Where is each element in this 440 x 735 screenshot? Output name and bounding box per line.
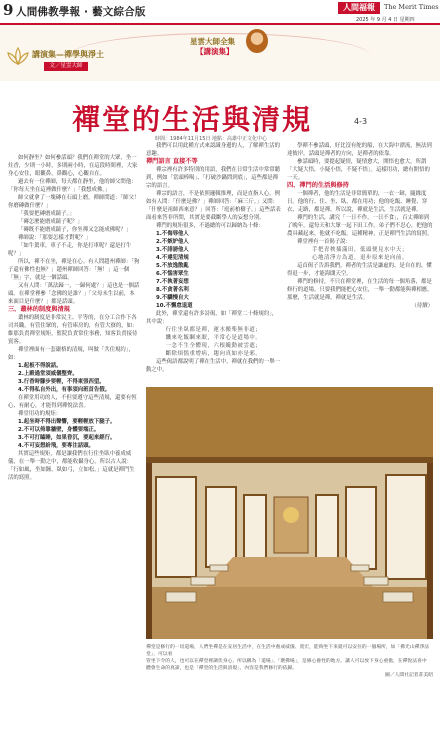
article-paragraph: 5.不放逸散亂 xyxy=(156,263,189,269)
article-paragraph: 「磚既不能磨成鏡子，你坐禪又怎能成佛呢？」 xyxy=(18,227,132,233)
text-column-3 xyxy=(287,142,433,384)
article-paragraph: 一念不生全體現，六根纔動被雲遮； xyxy=(165,343,262,349)
article-paragraph: 所以，禪不在坐，禪是在心。有人問趙州禪師：「狗子還有佛性也無？」趙州禪師回答：「無！」這一個「無」字，就是一個話頭。 xyxy=(8,259,140,281)
issue-date: 2025 年 9 月 4 日 星期四 xyxy=(356,17,415,23)
article-paragraph: 此外，禪堂還有許多詩偈，如「禪堂二十條規約」，其中說： xyxy=(146,311,278,325)
article-paragraph: 2.不可以倚靠牆壁，身體要端正。 xyxy=(18,427,100,433)
article-paragraph: 禪師說：「那要怎樣才對呢？」 xyxy=(18,235,91,241)
section-title: 人間佛教學報 · 藝文綜合版 xyxy=(16,6,146,18)
article-paragraph: 2.上殿過堂須威儀整齊。 xyxy=(18,371,78,377)
article-paragraph: 師父就拿了一塊磚在石頭上磨，禪師問道：「師父！你磨磚做什麼？」 xyxy=(8,195,140,209)
article-paragraph: 禪堂裡面有一套嚴格的清規，叫做「共住規約」，如： xyxy=(8,347,134,361)
collection-subtitle: 【講演集】 xyxy=(196,47,234,56)
article-paragraph: 「磚怎麼能磨成鏡子呢？」 xyxy=(18,219,83,225)
article-paragraph: 在禪堂用功的人，不但要遵守這些清規，還要有恆心、有耐心，才能得到禪悅法喜。 xyxy=(8,395,137,409)
article-paragraph: 一個禪者，他的生活是非常簡單的，一衣一缽，隨緣度日。他的行、住、坐、臥，都在用功；他的吃飯、睡覺、穿衣、走路，都是禪。所以說，禪就是生活，生活就是禪。 xyxy=(287,191,428,213)
newspaper-logo: 人間福報 xyxy=(338,2,380,14)
article-paragraph: 心地清淨方為道，退步原來是向前。 xyxy=(312,255,408,261)
section-heading: 三、叢林的制度與清規 xyxy=(8,306,70,313)
article-paragraph: 這首偈子告訴我們，禪者的生活是謙虛的、是自在的，懂得退一步，才能海闊天空。 xyxy=(287,263,432,277)
article-paragraph: 其實這些規矩，都是讓我們在行住坐臥中養成威儀，在一舉一動之中，都能收攝身心。所以古人說：「行如風，坐如鐘，臥如弓，立如松。」這就是禪門生活的寫照。 xyxy=(8,451,135,481)
section-heading: 四、禪門的生活與修持 xyxy=(287,182,349,189)
article-paragraph: 禪門的規矩很多，不過總的可以歸納為十條： xyxy=(156,223,264,229)
article-paragraph: 又有人問：「萬法歸一，一歸何處？」這也是一個話頭。在禪堂裡參「念佛的是誰？」「父母未生以前，本來面目是什麼？」都是話頭。 xyxy=(8,283,140,305)
article-paragraph: 行住坐臥都是禪，運水搬柴無非道； xyxy=(165,327,262,333)
article-paragraph: 禪門的生活，講究「一日不作，一日不食」，百丈禪師到了晚年，還每天和大眾一起下田工作。弟子們不忍心，把他的農具藏起來，他就不吃飯。這種精神，正是禪門生活的寫照。 xyxy=(287,215,433,237)
meditation-hall-photo xyxy=(146,387,433,639)
page-header xyxy=(0,0,440,22)
article-paragraph: 8.不貪著名利 xyxy=(156,287,189,293)
article-meta: 時間：1984年11月15日 地點：高雄中正文化中心 xyxy=(155,136,268,142)
article-paragraph: 禪堂用功的規矩： xyxy=(18,411,62,417)
article-paragraph: 「我要把磚磨成鏡子。」 xyxy=(18,211,75,217)
article-paragraph: 7.不執著妄想 xyxy=(156,279,189,285)
article-paragraph: 4.不違犯清規 xyxy=(156,255,189,261)
section-heading: 禪門語言 直接不等 xyxy=(146,158,198,165)
article-paragraph: 如何靜坐？如何參話頭？我們在禪堂的大眾，坐一炷香，少則一小時，多則兩小時，在這段時間裡，大家身心安住，眼觀鼻，鼻觀心，心觀自在。 xyxy=(8,155,138,177)
caption-line: 管坐下令的人，也可以在禪堂裡調伏身心，所以稱為「道場」、「選佛場」，是修心養性的地方，讓人可以放下身心重擔，在禪悅法喜中 xyxy=(146,659,427,664)
caption-line: 體會生命的真諦，也是「禪堂的生活與清規」，內容是我們修行的依歸。 xyxy=(146,666,298,671)
article-paragraph: 1.不侮辱他人 xyxy=(156,231,189,237)
lotus-icon xyxy=(6,46,30,68)
article-paragraph: 參話頭時，要提起疑情，疑情愈大，開悟也愈大。所謂「大疑大悟，小疑小悟，不疑不悟」。這樣用功，總有開悟的一天。 xyxy=(287,159,430,181)
article-paragraph: 1.起板不得說話。 xyxy=(18,363,62,369)
article-paragraph: 學禪不參話頭，好比沒有舵的船，在大海中漂流，無法到達彼岸。話頭是禪者的方向，是禪者的依靠。 xyxy=(287,143,432,157)
photo-caption xyxy=(146,644,433,679)
article-paragraph: 禪堂裡有一首偈子說： xyxy=(297,239,351,245)
article-paragraph: 「如牛駕車，車子不走，你是打車呢？還是打牛呢？」 xyxy=(8,243,132,257)
article-paragraph: 這些偈語都說明了禪在生活中，禪就在我們的一舉一動之中。 xyxy=(146,359,280,373)
article-paragraph: 禪門的修持，不只在禪堂裡，在生活的每一個角落，都是修行的道場。只要我們能把心安住，一舉一動都能與禪相應，那麼，生活就是禪，禪就是生活。 xyxy=(287,279,433,301)
article-paragraph: 過去有一位禪師，每天都在靜坐，他的師父問他：「你每天坐在這裡做什麼？」「我想成佛。」 xyxy=(8,179,137,193)
article-paragraph: 3.行香時腳步要輕，不得東張西望。 xyxy=(18,379,105,385)
article-paragraph: 3.不可打瞌睡，如果昏沉，要起來經行。 xyxy=(18,435,116,441)
page-number: 9 xyxy=(3,1,14,19)
photo-credit: 圖／人間社記者莊美昭 xyxy=(385,673,433,678)
article-paragraph: 6.不惱害眾生 xyxy=(156,271,189,277)
article-part: 4-3 xyxy=(354,117,368,126)
article-paragraph: 2.不嫉妒他人 xyxy=(156,239,189,245)
text-column-2 xyxy=(146,142,281,384)
article-paragraph: 我們可以用此種方式來認識身邊的人，了解禪生活的意趣。 xyxy=(146,143,280,157)
article-paragraph: 1.起坐時不得出聲響，要輕輕放下腿子。 xyxy=(18,419,116,425)
series-title: 講演集—禪學與淨土 xyxy=(32,50,104,59)
article-paragraph: 3.不誹謗他人 xyxy=(156,247,189,253)
article-paragraph: 叢林的制度是非常民主、平等的，在分工合作下各司其職，有管住眾的，有管庫房的，有管大寮的，如：維那負責禪堂規矩，監院負責常住事務，知客負責接待賓客。 xyxy=(8,315,138,345)
newspaper-logo-english: The Merit Times xyxy=(384,3,439,11)
article-paragraph: （待續） xyxy=(411,303,433,309)
text-column-1 xyxy=(8,154,140,724)
article-paragraph: 4.不得私自外出，有事須向班首告假。 xyxy=(18,387,111,393)
article-paragraph: 禪宗裡有許多特別的用語，我們在日常生活中常常聽到，例如「當頭棒喝」、「打破沙鍋問到底」，這些都是禪宗的語言。 xyxy=(146,167,280,189)
article-title: 禪堂的生活與清規 xyxy=(72,103,313,136)
meditation-hall-illustration xyxy=(146,387,433,639)
article-paragraph: 斷除煩惱重增病，趨向真如亦是邪。 xyxy=(165,351,262,357)
caption-line: 禪堂是修行的一切道場，人們坐禪是在安居生活中，在生活中養成威儀、寬宏，能夠坐下來就可以安住的一個場所，如「佛光山禪淨法堂」，可以看 xyxy=(146,645,430,657)
article-paragraph: 10.不懈怠退道 xyxy=(156,303,193,309)
author-byline: 文／星雲大師 xyxy=(44,62,88,71)
article-paragraph: 4.不可妄想紛飛，要專注話頭。 xyxy=(18,443,94,449)
article-paragraph: 9.不驕慢自大 xyxy=(156,295,189,301)
article-paragraph: 禪宗的語言，不是依照邏輯推理，而是直指人心。例如有人問：「什麼是佛？」禪師回答：「麻三斤。」又問：「什麼是祖師西來意？」回答：「庭前柏樹子。」這些話表面看來答非所問，其實是要截斷學人的妄想分別。 xyxy=(146,191,281,221)
collection-title: 星雲大師全集 xyxy=(190,37,235,46)
article-paragraph: 手把青秧插滿田，低頭便見水中天； xyxy=(312,247,408,253)
article-paragraph: 饑來吃飯睏來眠，平常心是道場中。 xyxy=(165,335,262,341)
author-portrait xyxy=(246,29,268,53)
